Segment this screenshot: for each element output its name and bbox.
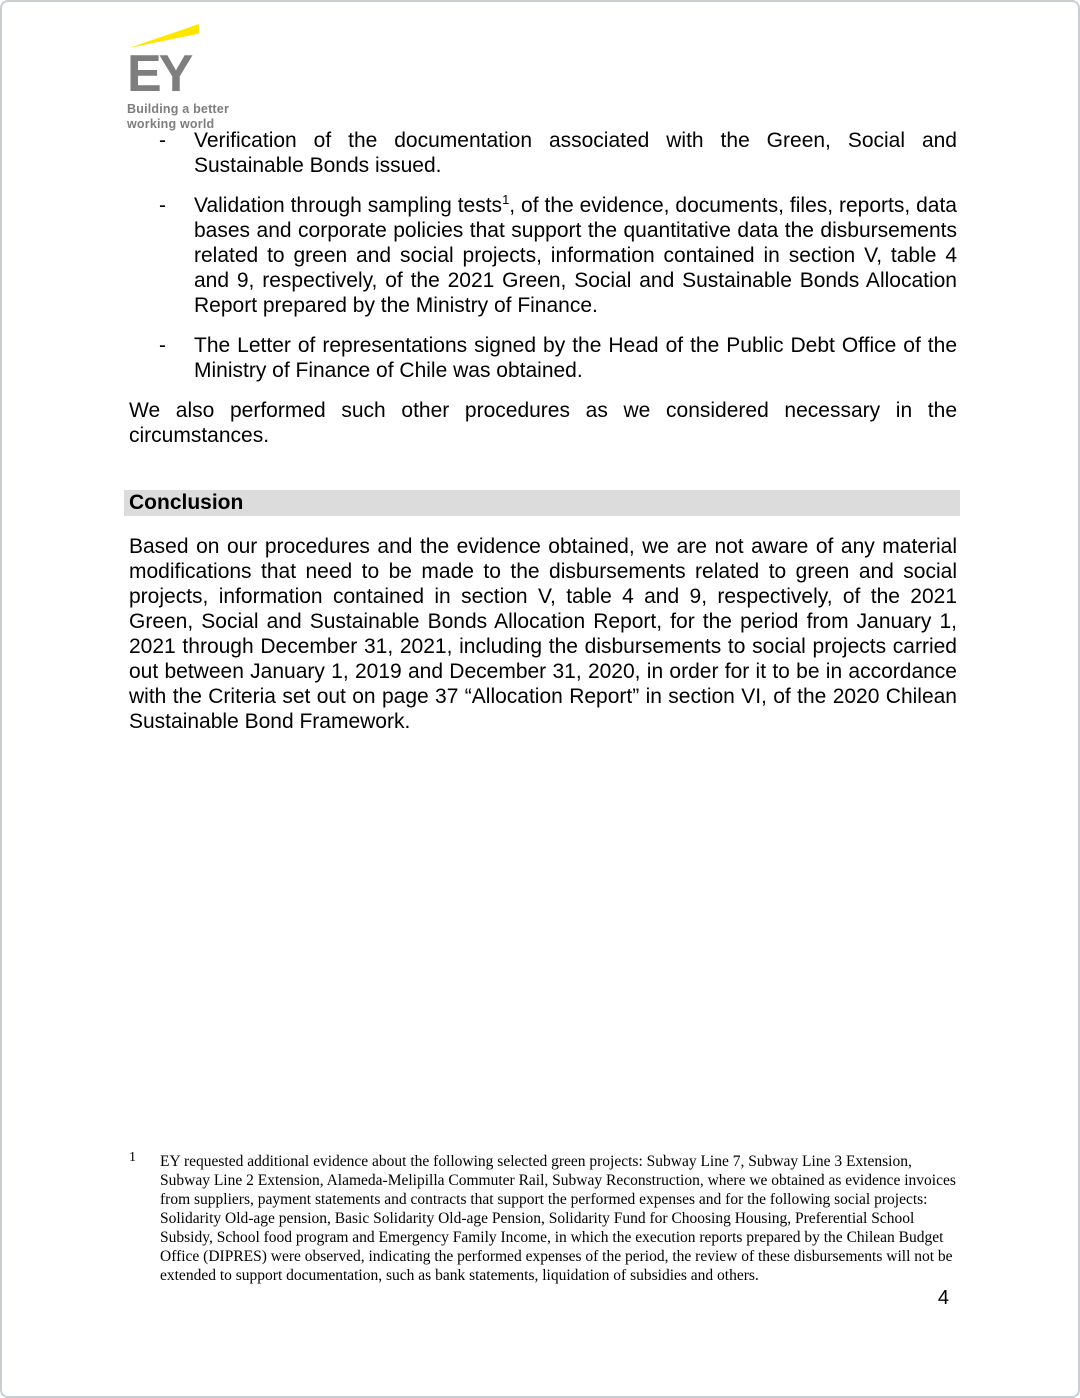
bullet-text-validation (194, 193, 957, 318)
bullet-text-verification: Verification of the documentation associated with the Green, Social and Sustainable Bonds issued. (194, 129, 957, 177)
conclusion-heading: Conclusion (124, 490, 960, 516)
footnote-reference: 1 (502, 192, 510, 207)
bullet-text-before-sup: Validation through sampling tests (194, 194, 503, 217)
ey-tagline-line1: Building a better (127, 102, 230, 116)
footnote-number: 1 (129, 1150, 136, 1165)
footnote (129, 1152, 959, 1285)
bullet-dash: - (159, 129, 166, 152)
ey-logo-letters: EY (127, 45, 191, 103)
bullet-text-letter: The Letter of representations signed by the Head of the Public Debt Office of the Ministry of Finance of Chile was obtained. (194, 334, 957, 382)
procedures-paragraph: We also performed such other procedures as we considered necessary in the circumstances. (129, 399, 957, 447)
bullet-item-verification (159, 128, 957, 178)
bullet-item-letter (159, 333, 957, 383)
bullet-item-validation (159, 193, 957, 318)
page-number: 4 (937, 1287, 949, 1309)
document-body (129, 128, 957, 734)
ey-tagline-line2: working world (127, 117, 215, 131)
bullet-dash: - (159, 334, 166, 357)
conclusion-body: Based on our procedures and the evidence obtained, we are not aware of any material modifications that need to be made to the disbursements related to green and social projects, information contained in section V, table 4 and 9, respectively, of the 2021 Green, Social and Sustainable Bonds Allocation Report, for the period from January 1, 2021 through December 31, 2021, including the disbursements to social projects carried out between January 1, 2019 and December 31, 2020, in order for it to be in accordance with the Criteria set out on page 37 “Allocation Report” in section VI, of the 2020 Chilean Sustainable Bond Framework. (129, 535, 957, 733)
footnote-text: EY requested additional evidence about the following selected green projects: Subway Line 7, Subway Line 3 Extension, Subway Line 2 Extension, Alameda-Melipilla Commuter Rail, Subway Reconstruction, where we obtained as evidence invoices from suppliers, payment statements and contracts that support the performed expenses and for the following social projects: Solidarity Old-age pension, Basic Solidarity Old-age Pension, Solidarity Fund for Choosing Housing, Preferential School Subsidy, School food program and Emergency Family Income, in which the execution reports prepared by the Chilean Budget Office (DIPRES) were observed, indicating the performed expenses of the period, the review of these disbursements will not be extended to support documentation, such as bank statements, liquidation of subsidies and others. (160, 1153, 956, 1284)
ey-logo (127, 24, 229, 132)
bullet-dash: - (159, 194, 166, 217)
bullet-text-after-sup: , of the evidence, documents, files, reports, data bases and corporate policies that support the quantitative data the disbursements related to green and social projects, information contained in section V, table 4 and 9, respectively, of the 2021 Green, Social and Sustainable Bonds Allocation Report prepared by the Ministry of Finance. (194, 194, 957, 317)
